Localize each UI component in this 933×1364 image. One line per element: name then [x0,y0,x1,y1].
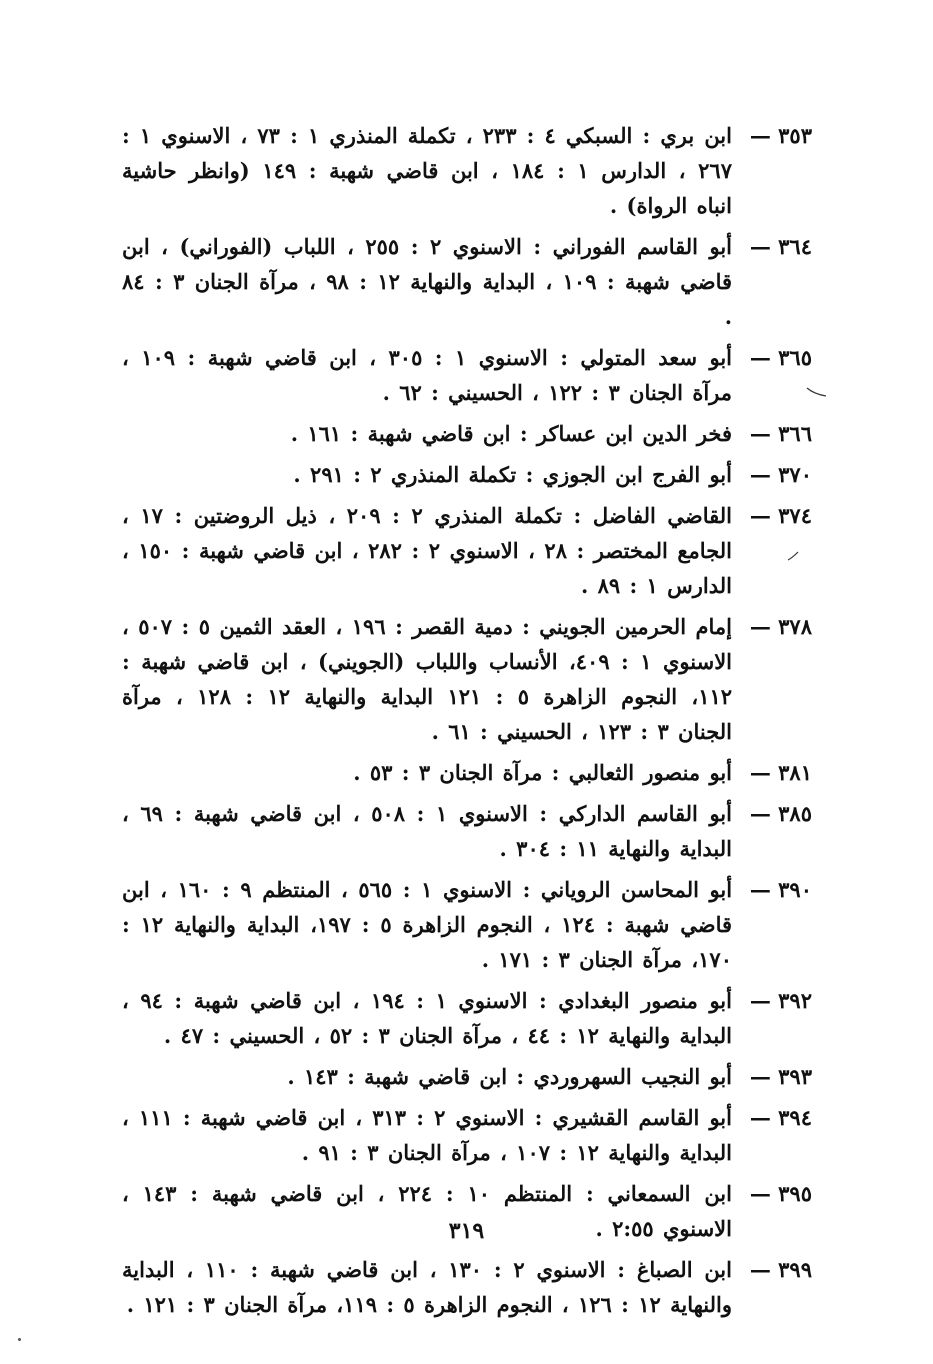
entry-text: ابن بري : السبكي ٤ : ٢٣٣ ، تكملة المنذري ١ : ٧٣ ، الاسنوي ١ : ٢٦٧ ، الدارس ١ : ١٨٤ ، ابن قاضي شهبة : ١٤٩ (وانظر حاشية انباه الرواة) . [122,123,732,218]
entry-text: أبو المحاسن الروياني : الاسنوي ١ : ٥٦٥ ، المنتظم ٩ : ١٦٠ ، ابن قاضي شهبة : ١٢٤ ، النجوم الزاهرة ٥ : ١٩٧، البداية والنهاية ١٢ : ١٧٠، مرآة الجنان ٣ : ١٧١ . [122,877,733,972]
entry-number: ٣٩٩ — [749,1257,812,1282]
list-item [122,609,812,749]
entry-number: ٣٥٣ — [749,123,812,148]
entry-text: القاضي الفاضل : تكملة المنذري ٢ : ٢٠٩ ، ذيل الروضتين : ١٧ ، الجامع المختصر : ٢٨ ، الاسنوي ٢ : ٢٨٢ ، ابن قاضي شهبة : ١٥٠ ، الدارس ١ : ٨٩ . [122,503,733,598]
list-item [122,498,812,603]
entry-number: ٣٧٨ — [749,614,812,639]
entry-text: ابن الصباغ : الاسنوي ٢ : ١٣٠ ، ابن قاضي شهبة : ١١٠ ، البداية والنهاية ١٢ : ١٢٦ ، النجوم الزاهرة ٥ : ١١٩، مرآة الجنان ٣ : ١٢١ . [122,1257,732,1317]
entry-number: ٣٨٥ — [749,801,812,826]
list-item [122,1059,812,1094]
list-item [122,457,812,492]
list-item [122,1100,812,1170]
entry-text: أبو سعد المتولي : الاسنوي ١ : ٣٠٥ ، ابن قاضي شهبة : ١٠٩ ، مرآة الجنان ٣ : ١٢٢ ، الحسيني : ٦٢ . [122,345,733,405]
handwritten-check-mark-icon [806,384,828,398]
list-item [122,340,812,410]
list-item [122,796,812,866]
entry-text: أبو القاسم القشيري : الاسنوي ٢ : ٣١٣ ، ابن قاضي شهبة : ١١١ ، البداية والنهاية ١٢ : ١٠٧ ، مرآة الجنان ٣ : ٩١ . [122,1105,732,1165]
entry-text: أبو القاسم الداركي : الاسنوي ١ : ٥٠٨ ، ابن قاضي شهبة : ٦٩ ، البداية والنهاية ١١ : ٣٠٤ . [122,801,732,861]
entry-number: ٣٩٢ — [749,988,812,1013]
entry-number: ٣٩٤ — [749,1105,812,1130]
scan-speck [18,1338,21,1341]
entry-text: أبو منصور الثعالبي : مرآة الجنان ٣ : ٥٣ . [353,760,732,785]
entry-number: ٣٧٤ — [749,503,812,528]
entry-number: ٣٦٥ — [749,345,812,370]
entry-number: ٣٦٦ — [749,421,812,446]
list-item [122,983,812,1053]
list-item [122,416,812,451]
entry-number: ٣٩٣ — [749,1064,812,1089]
list-item [122,872,812,977]
list-item [122,1252,812,1322]
entry-number: ٣٩٠ — [749,877,812,902]
entry-text: أبو النجيب السهروردي : ابن قاضي شهبة : ١٤٣ . [287,1064,732,1089]
list-item [122,118,812,223]
entry-text: ابن السمعاني : المنتظم ١٠ : ٢٢٤ ، ابن قاضي شهبة : ١٤٣ ، الاسنوي ٢:٥٥ . [122,1181,732,1241]
entry-number: ٣٨١ — [749,760,812,785]
entry-text: فخر الدين ابن عساكر : ابن قاضي شهبة : ١٦١ . [290,421,732,446]
entry-number: ٣٩٥ — [749,1181,812,1206]
list-item [122,229,812,334]
entry-text: أبو القاسم الفوراني : الاسنوي ٢ : ٢٥٥ ، اللباب (الفوراني) ، ابن قاضي شهبة : ١٠٩ ، البداية والنهاية ١٢ : ٩٨ ، مرآة الجنان ٣ : ٨٤ . [122,234,733,329]
references-list [122,118,812,1328]
entry-number: ٣٦٤ — [749,234,812,259]
entry-text: أبو الفرج ابن الجوزي : تكملة المنذري ٢ : ٢٩١ . [293,462,732,487]
entry-number: ٣٧٠ — [749,462,812,487]
handwritten-tick-icon [786,548,802,562]
list-item [122,755,812,790]
page-number: ٣١٩ [448,1218,485,1244]
entry-text: إمام الحرمين الجويني : دمية القصر : ١٩٦ ، العقد الثمين ٥ : ٥٠٧ ، الاسنوي ١ : ٤٠٩، الأنساب واللباب (الجويني) ، ابن قاضي شهبة : ١١٢، النجوم الزاهرة ٥ : ١٢١ البداية والنهاية ١٢ : ١٢٨ ، مرآة الجنان ٣ : ١٢٣ ، الحسيني : ٦١ . [122,614,733,744]
entry-text: أبو منصور البغدادي : الاسنوي ١ : ١٩٤ ، ابن قاضي شهبة : ٩٤ ، البداية والنهاية ١٢ : ٤٤ ، مرآة الجنان ٣ : ٥٢ ، الحسيني : ٤٧ . [122,988,732,1048]
